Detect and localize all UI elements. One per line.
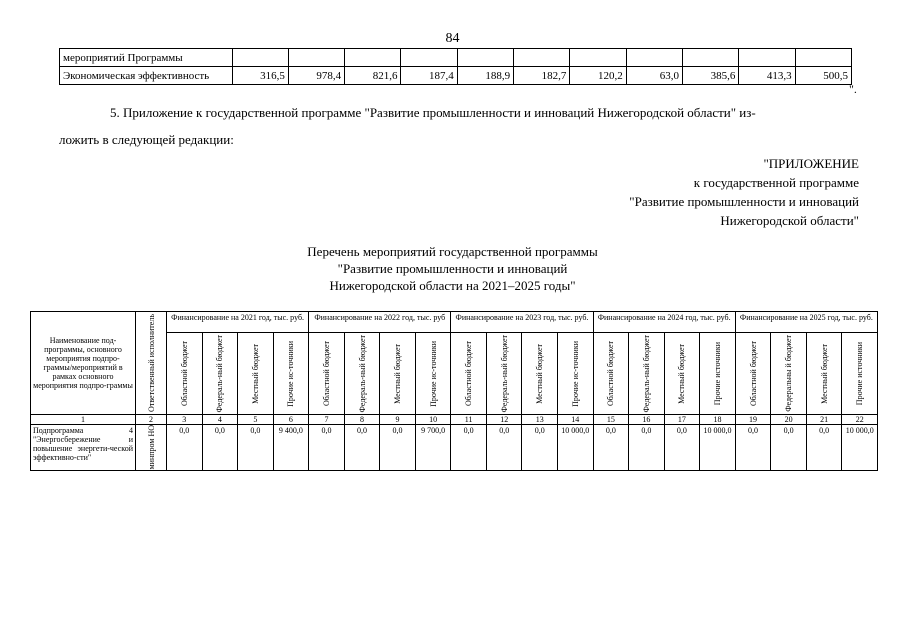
column-number: 16 <box>629 415 665 425</box>
table-cell: 0,0 <box>344 425 380 470</box>
table-cell: 9 400,0 <box>273 425 309 470</box>
column-number: 8 <box>344 415 380 425</box>
column-header-text: Областной бюджет <box>179 341 189 407</box>
appendix-line: к государственной программе <box>693 175 859 190</box>
table-cell: 0,0 <box>380 425 416 470</box>
column-number: 15 <box>593 415 629 425</box>
column-number: 5 <box>238 415 274 425</box>
column-number: 17 <box>664 415 700 425</box>
group-header-2023: Финансирование на 2023 год, тыс. руб. <box>451 312 593 333</box>
column-header-text: Местный бюджет <box>250 343 260 404</box>
row-label: мероприятий Программы <box>60 49 233 67</box>
column-number: 13 <box>522 415 558 425</box>
column-header <box>558 333 594 415</box>
column-header <box>202 333 238 415</box>
column-header <box>167 333 203 415</box>
column-number: 2 <box>136 415 167 425</box>
table-cell <box>345 49 401 67</box>
column-header <box>451 333 487 415</box>
row-label: Экономическая эффективность <box>60 67 233 85</box>
column-header <box>238 333 274 415</box>
measures-table <box>30 311 878 471</box>
table-cell <box>739 49 795 67</box>
table-cell: 0,0 <box>806 425 842 470</box>
efficiency-table <box>59 48 852 85</box>
column-header <box>735 333 771 415</box>
table-cell <box>401 49 457 67</box>
table-cell: 182,7 <box>514 67 570 85</box>
column-header <box>273 333 309 415</box>
column-number: 9 <box>380 415 416 425</box>
table-row <box>60 67 852 85</box>
column-number: 20 <box>771 415 807 425</box>
group-header-2022: Финансирование на 2022 год, тыс. руб <box>309 312 451 333</box>
column-number: 7 <box>309 415 345 425</box>
table-cell: 978,4 <box>288 67 344 85</box>
title-line: Нижегородской области на 2021–2025 годы" <box>329 278 576 293</box>
executor-header-text: Ответственный исполнитель <box>146 314 156 413</box>
column-header <box>842 333 878 415</box>
table-cell: 10 000,0 <box>558 425 594 470</box>
column-number: 22 <box>842 415 878 425</box>
table-cell: 188,9 <box>457 67 513 85</box>
column-number: 4 <box>202 415 238 425</box>
table-cell: 413,3 <box>739 67 795 85</box>
column-header-text: Прочие ис-точники <box>286 340 296 407</box>
table-cell: 10 000,0 <box>842 425 878 470</box>
column-header <box>486 333 522 415</box>
measure-name: Подпрограмма 4 "Энергосбережение и повышение энергети-ческой эффективно-сти" <box>31 425 136 470</box>
column-header-text: Местный бюджет <box>819 343 829 404</box>
table-cell <box>795 49 851 67</box>
page-number: 84 <box>445 31 460 46</box>
column-number: 12 <box>486 415 522 425</box>
table-cell: 0,0 <box>522 425 558 470</box>
table-cell: 10 000,0 <box>700 425 736 470</box>
paragraph-line-1: 5. Приложение к государственной программе "Развитие промышленности и инноваций Нижегородской области" из- <box>110 105 756 120</box>
column-number: 6 <box>273 415 309 425</box>
closing-quote: ". <box>849 82 857 96</box>
column-number: 19 <box>735 415 771 425</box>
column-number: 1 <box>31 415 136 425</box>
group-header-2024: Финансирование на 2024 год, тыс. руб. <box>593 312 735 333</box>
column-number: 3 <box>167 415 203 425</box>
table-cell <box>514 49 570 67</box>
table-cell <box>288 49 344 67</box>
table-cell: 0,0 <box>451 425 487 470</box>
column-header-text: Областной бюджет <box>606 341 616 407</box>
column-header <box>593 333 629 415</box>
table-cell <box>232 49 288 67</box>
column-header-text: Федераль-ный бюджет <box>215 335 225 413</box>
table-cell: 0,0 <box>202 425 238 470</box>
column-header-text: Местный бюджет <box>535 343 545 404</box>
executor-column-header <box>136 312 167 415</box>
column-number: 14 <box>558 415 594 425</box>
table-cell: 120,2 <box>570 67 626 85</box>
column-header <box>344 333 380 415</box>
column-header <box>309 333 345 415</box>
appendix-line: "ПРИЛОЖЕНИЕ <box>763 156 859 171</box>
column-header <box>522 333 558 415</box>
table-cell: 9 700,0 <box>415 425 451 470</box>
appendix-header <box>629 154 859 230</box>
column-header <box>664 333 700 415</box>
table-cell: 500,5 <box>795 67 851 85</box>
column-header-text: Прочие источники <box>855 342 865 406</box>
table-cell: 385,6 <box>683 67 739 85</box>
appendix-line: Нижегородской области" <box>720 213 859 228</box>
title-line: "Развитие промышленности и инноваций <box>337 261 568 276</box>
table-cell: 0,0 <box>486 425 522 470</box>
column-header-text: Федераль-ный бюджет <box>357 335 367 413</box>
column-header-text: Местный бюджет <box>677 343 687 404</box>
table-cell: 316,5 <box>232 67 288 85</box>
table-cell: 0,0 <box>735 425 771 470</box>
column-header-text: Прочие ис-точники <box>428 340 438 407</box>
table-cell: 0,0 <box>629 425 665 470</box>
column-header-text: Прочие ис-точники <box>570 340 580 407</box>
document-title <box>0 243 905 294</box>
group-header-2021: Финансирование на 2021 год, тыс. руб. <box>167 312 309 333</box>
header-row <box>31 312 878 333</box>
column-header <box>771 333 807 415</box>
table-cell: 0,0 <box>664 425 700 470</box>
table-cell: 187,4 <box>401 67 457 85</box>
table-cell <box>683 49 739 67</box>
table-cell: 63,0 <box>626 67 682 85</box>
table-cell: 0,0 <box>238 425 274 470</box>
table-row <box>31 425 878 470</box>
column-header <box>380 333 416 415</box>
column-header <box>415 333 451 415</box>
column-header-text: Федеральны й бюджет <box>784 335 794 413</box>
column-header-text: Прочие источники <box>712 342 722 406</box>
table-cell: 0,0 <box>771 425 807 470</box>
column-number: 18 <box>700 415 736 425</box>
table-cell <box>570 49 626 67</box>
column-header-text: Местный бюджет <box>393 343 403 404</box>
executor-cell <box>136 425 167 470</box>
group-header-2025: Финансирование на 2025 год, тыс. руб. <box>735 312 877 333</box>
column-header-text: Областной бюджет <box>464 341 474 407</box>
column-header-text: Федераль-ный бюджет <box>499 335 509 413</box>
table-cell <box>626 49 682 67</box>
column-header-text: Областной бюджет <box>748 341 758 407</box>
table-cell <box>457 49 513 67</box>
title-line: Перечень мероприятий государственной программы <box>307 244 598 259</box>
executor-text: минпром НО <box>146 425 156 470</box>
column-header-text: Федераль-ный бюджет <box>641 335 651 413</box>
column-number-row <box>31 415 878 425</box>
column-number: 21 <box>806 415 842 425</box>
name-column-header: Наименование под-программы, основного мероприятия подпро-граммы/мероприятий в рамках основного мероприятия подпро-граммы <box>31 312 136 415</box>
table-cell: 821,6 <box>345 67 401 85</box>
column-number: 11 <box>451 415 487 425</box>
table-cell: 0,0 <box>309 425 345 470</box>
column-header <box>806 333 842 415</box>
column-number: 10 <box>415 415 451 425</box>
table-cell: 0,0 <box>593 425 629 470</box>
table-cell: 0,0 <box>167 425 203 470</box>
appendix-line: "Развитие промышленности и инноваций <box>629 194 859 209</box>
column-header <box>700 333 736 415</box>
table-row <box>60 49 852 67</box>
column-header-text: Областной бюджет <box>321 341 331 407</box>
column-header <box>629 333 665 415</box>
paragraph-line-2: ложить в следующей редакции: <box>59 132 234 147</box>
